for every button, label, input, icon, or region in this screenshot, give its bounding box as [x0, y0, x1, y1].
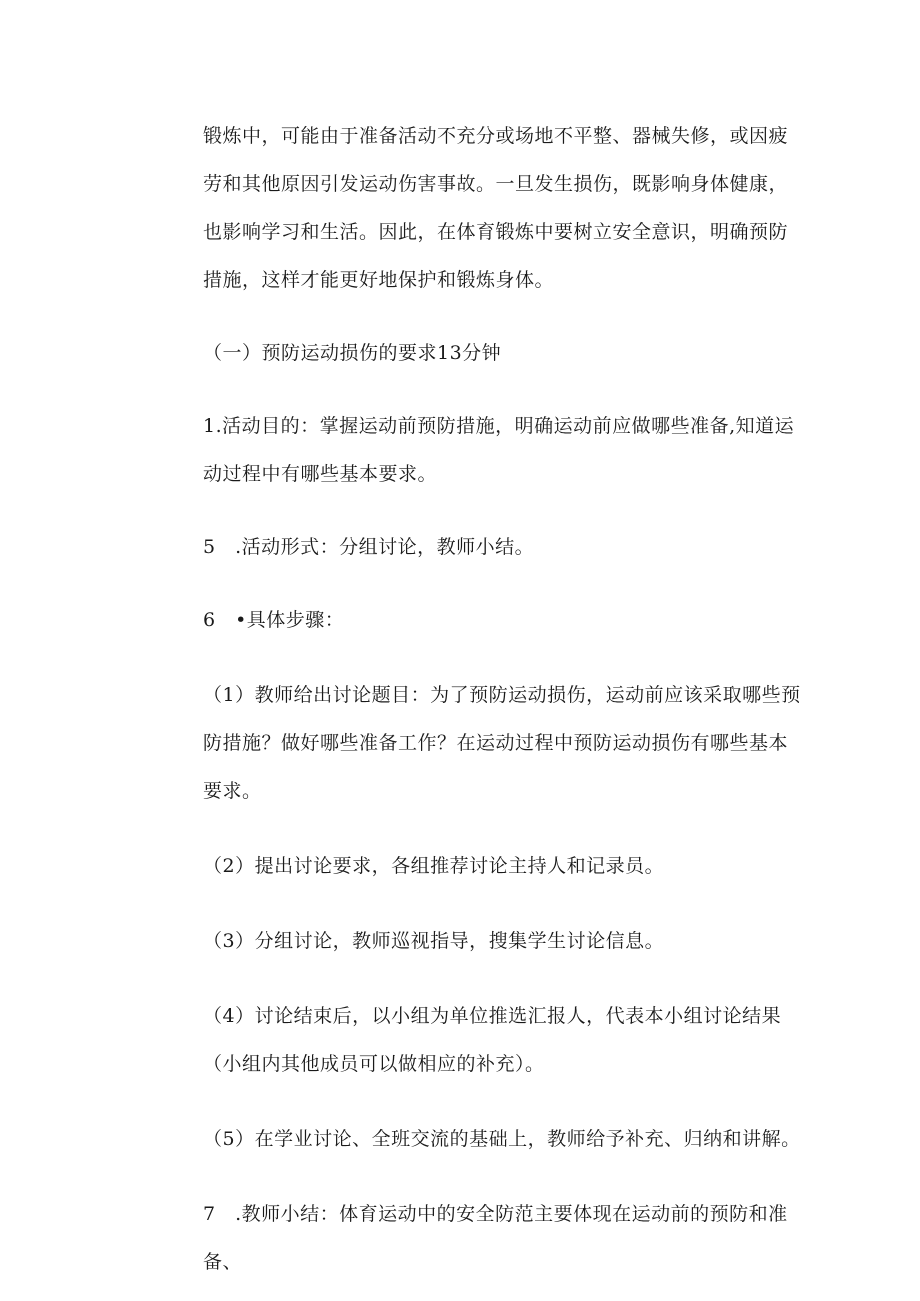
step-2-paragraph: （2）提出讨论要求，各组推荐讨论主持人和记录员。 [203, 855, 665, 877]
document-body [203, 112, 803, 1286]
step-3-paragraph: （3）分组讨论，教师巡视指导，搜集学生讨论信息。 [203, 930, 665, 952]
steps-heading: 6 •具体步骤： [203, 609, 345, 631]
intro-paragraph: 锻炼中，可能由于准备活动不充分或场地不平整、器械失修，或因疲劳和其他原因引发运动伤害事故。一旦发生损伤，既影响身体健康，也影响学习和生活。因此，在体育锻炼中要树立安全意识，明确预防措施，这样才能更好地保护和锻炼身体。 [203, 125, 789, 291]
step-4-paragraph: （4）讨论结束后，以小组为单位推选汇报人，代表本小组讨论结果（小组内其他成员可以做相应的补充）。 [203, 1005, 782, 1075]
activity-form-paragraph: 5 .活动形式：分组讨论，教师小结。 [203, 536, 535, 558]
teacher-summary-paragraph: 7 .教师小结：体育运动中的安全防范主要体现在运动前的预防和准备、 [203, 1203, 788, 1273]
step-1-paragraph: （1）教师给出讨论题目：为了预防运动损伤，运动前应该采取哪些预防措施？做好哪些准备工作？在运动过程中预防运动损伤有哪些基本要求。 [203, 684, 801, 802]
section-heading: （一）预防运动损伤的要求13分钟 [203, 342, 502, 364]
step-5-paragraph: （5）在学业讨论、全班交流的基础上，教师给予补充、归纳和讲解。 [203, 1128, 801, 1150]
activity-goal-paragraph: 1.活动目的：掌握运动前预防措施，明确运动前应做哪些准备,知道运动过程中有哪些基本要求。 [203, 415, 795, 485]
